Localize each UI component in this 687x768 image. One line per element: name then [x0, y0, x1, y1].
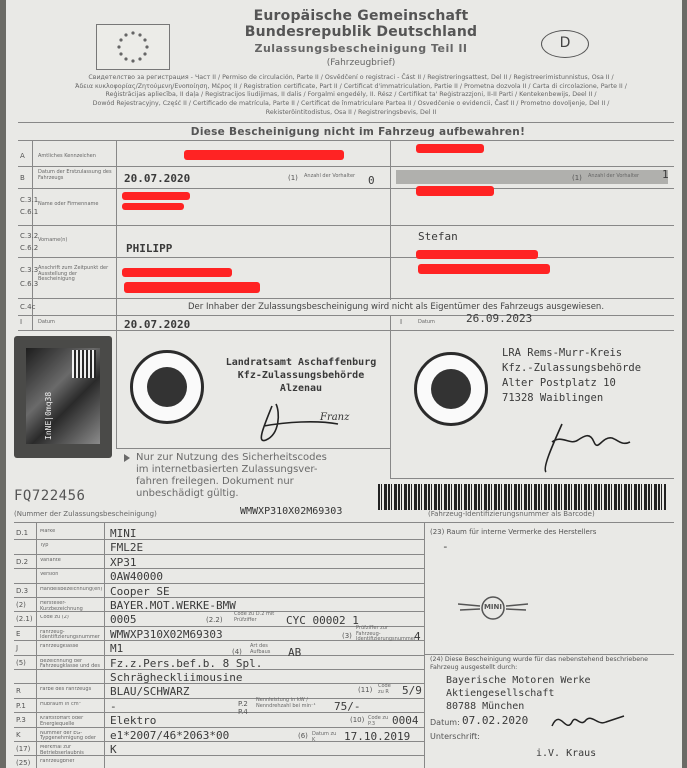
vehicle-row-value: WMWXP310X02M69303 — [110, 627, 223, 641]
code-P2: P.2 P.4 — [238, 700, 248, 716]
code-I-right: I — [400, 318, 403, 326]
pointer-icon — [124, 454, 130, 462]
vehicle-row-code: D.1 — [16, 529, 29, 537]
vehicle-row-code: D.3 — [16, 586, 29, 595]
vehicle-row-label: Variante — [40, 557, 61, 563]
code-C32: C.3.2 — [20, 232, 39, 240]
row-divider — [14, 568, 424, 569]
vehicle-row-code: (2.1) — [16, 615, 33, 624]
vehicle-row-value: BLAU/SCHWARZ — [110, 685, 190, 699]
label-name: Name oder Firmenname — [38, 201, 99, 207]
vehicle-row-value: FML2E — [110, 541, 144, 555]
label-10: Code zu P.3 — [368, 715, 389, 727]
marker-1: (1) — [288, 174, 298, 182]
mini-logo-icon — [458, 596, 528, 620]
manufacturer-notes-value: - — [442, 540, 449, 553]
first-name-left: PHILIPP — [126, 242, 173, 255]
label-address: Anschrift zum Zeitpunkt der Ausstellung der Bescheinigung — [38, 265, 109, 282]
vehicle-row-value: Schrägheckliimousine — [110, 671, 243, 684]
row-divider — [14, 583, 424, 584]
vehicle-row-label: Nummer der EG-Typgenehmigung oder — [40, 730, 96, 742]
label-date: Datum — [38, 319, 55, 325]
header-subtitle: (Fahrzeugbrief) — [326, 58, 396, 68]
code-C33: C.3.3 — [20, 266, 39, 274]
vehicle-row-code: (17) — [16, 745, 31, 753]
signer-name-left: Franz — [320, 412, 350, 423]
vehicle-row-code: P.3 — [16, 716, 26, 725]
code-2-2: (2.2) — [206, 616, 223, 624]
vin-barcode — [378, 484, 666, 510]
manufacturer-signer: i.V. Kraus — [536, 748, 597, 759]
label-first-registration: Datum der Erstzulassung des Fahrzeugs — [38, 169, 112, 181]
header-title: Europäische Gemeinschaft — [253, 8, 469, 24]
vin-barcode-text: WMWXP310X02M69303 — [240, 506, 343, 517]
code-10: (10) — [350, 716, 365, 724]
manufacturer-issue-date: 07.02.2020 — [462, 714, 529, 727]
redaction-mark — [122, 203, 184, 210]
redaction-mark — [416, 250, 538, 259]
hologram-code: InNE|0mq38 — [44, 391, 53, 440]
vehicle-row-value: K — [110, 743, 117, 756]
code-C31: C.3.1 — [20, 196, 39, 204]
vehicle-row-label: Typ — [40, 543, 49, 549]
power-value: 75/- — [334, 700, 361, 713]
marker-1-right: (1) — [572, 174, 582, 182]
signature-right — [532, 412, 642, 474]
vehicle-row-label: Fahrzeugbrief — [40, 759, 75, 765]
mini-logo-text: MINI — [483, 603, 503, 611]
vehicle-row-code: R — [16, 687, 21, 696]
storage-warning: Diese Bescheinigung nicht im Fahrzeug aufbewahren! — [190, 126, 526, 138]
redaction-mark — [122, 192, 190, 200]
vehicle-row-value: XP31 — [110, 555, 137, 569]
issue-date-right: 26.09.2023 — [466, 312, 533, 325]
label-previous-owners: Anzahl der Vorhalter — [304, 173, 356, 179]
vehicle-row-code: (5) — [16, 658, 26, 667]
issued-by-label: (24) Diese Bescheinigung wurde für das nebenstehend beschriebene Fahrzeug ausgestellt durch: — [430, 656, 649, 671]
row-divider — [14, 539, 424, 540]
vehicle-row-label: Hubraum in cm³ — [40, 701, 81, 707]
code-C61: C.6.1 — [20, 208, 39, 216]
label-first-name: Vorname(n) — [38, 237, 68, 243]
approval-date-value: 17.10.2019 — [344, 730, 411, 743]
row-divider — [14, 597, 424, 598]
code-A: A — [20, 152, 25, 160]
color-code-value: 5/9 — [402, 684, 422, 697]
vehicle-row-code: D.2 — [16, 557, 29, 566]
vehicle-row-label: Hersteller-Kurzbezeichnung — [40, 601, 83, 612]
label-4: Art des Aufbaus — [250, 643, 271, 655]
vehicle-row-code: P.1 — [16, 701, 26, 710]
vehicle-row-label: Fahrzeug-Identifizierungsnummer — [40, 629, 100, 641]
document-number-label: (Nummer der Zulassungsbescheinigung) — [14, 510, 157, 518]
redaction-mark — [418, 264, 550, 274]
vehicle-row-code: K — [16, 730, 21, 739]
row-divider — [14, 655, 424, 656]
label-3: Prüfziffer zur Fahrzeug-Identifizierungsnummer — [356, 625, 416, 642]
redaction-mark — [184, 150, 344, 160]
first-registration-date: 20.07.2020 — [124, 172, 191, 185]
security-hologram — [14, 336, 112, 458]
rems-murr-seal-icon — [414, 352, 488, 426]
multilingual-titles: Свидетелство за регистрация - Част II / Permiso de circulación, Parte II / Osvědčení o registraci - Část II / Registreringsattest, Del II / Registreerimistunnistus, Osa II / Άδεια κυκλοφορίας/Ζητούμενη/Ενοποίηση, Μέρος II / Registration certificate, Part II / Certificat d'immatriculation, Partie II / Prometna dozvola II / Carta di circolazione, Parte II / Reģistrācijas apliecība, II daļa / Registracijos liudijimas, II dalis / Forgalmi engedély, II. Rész / Certifikat ta' Reġistrazzjoni, II-II Parti / Kentekenbewijs, Deel II / Dowód Rejestracyjny, Część II / Certificado de matrícula, Parte II / Certificat de înmatriculare Partea II / Osvedčenie o evidencii, Časť II / Prometno dovoljenje, Del II / Rekisteröintitodistus, Osa II / Registreringsbevis, Del II — [75, 74, 627, 116]
vehicle-row-value: Elektro — [110, 714, 157, 728]
label-6: Datum zu K — [312, 731, 337, 743]
issuing-authority-right: LRA Rems-Murr-Kreis Kfz.-Zulassungsbehörde Alter Postplatz 10 71328 Waiblingen — [502, 347, 642, 404]
vehicle-row-label: Handelsbezeichnung(en) — [40, 586, 102, 592]
code-C4c: C.4c — [20, 303, 36, 311]
label-2-2: Code zu D.2 mit Prüfziffer — [234, 611, 275, 623]
header-country-name: Bundesrepublik Deutschland — [244, 24, 478, 40]
issuing-authority-left: Landratsamt Aschaffenburg Kfz-Zulassungsbehörde Alzenau — [225, 357, 377, 394]
vehicle-row-value: 0AW40000 — [110, 570, 163, 584]
code-6: (6) — [298, 732, 308, 740]
label-date-right: Datum — [418, 319, 435, 325]
vehicle-row-label: Marke — [40, 529, 56, 534]
code-2-2-value: CYC 00002 1 — [286, 614, 359, 627]
row-divider — [14, 712, 424, 713]
manufacturer-issuer: Bayerische Motoren Werke Aktiengesellschaft 80788 München — [446, 675, 591, 712]
vehicle-row-code: J — [16, 644, 19, 653]
owner-disclaimer: Der Inhaber der Zulassungsbescheinigung wird nicht als Eigentümer des Fahrzeugs ausgewiesen. — [187, 302, 605, 312]
document-number: FQ722456 — [14, 488, 86, 504]
label-P2: Nennleistung in kW / Nenndrehzahl bei min⁻¹ — [256, 697, 316, 709]
code-I: I — [20, 318, 23, 326]
code-C63: C.6.3 — [20, 280, 39, 288]
redaction-mark — [416, 186, 494, 196]
previous-owners-left: 0 — [368, 174, 375, 187]
first-name-right: Stefan — [418, 230, 458, 243]
label-11: Code zu R — [378, 683, 391, 695]
vehicle-row-label: Farbe des Fahrzeugs — [40, 687, 92, 693]
country-code: D — [541, 30, 589, 58]
manufacturer-notes-label: (23) Raum für interne Vermerke des Herstellers — [430, 528, 597, 536]
code-B: B — [20, 174, 25, 182]
previous-owners-right: 1 — [662, 168, 669, 181]
vehicle-row-code: (25) — [16, 759, 31, 768]
issue-date-left: 20.07.2020 — [124, 318, 191, 331]
fuel-code-value: 0004 — [392, 714, 419, 727]
vehicle-row-value: MINI — [110, 527, 137, 540]
vehicle-row-code: E — [16, 629, 21, 638]
vehicle-row-label: Bezeichnung der Fahrzeugklasse und des — [40, 658, 100, 670]
eu-flag-icon — [96, 24, 170, 70]
vehicle-row-value: Fz.z.Pers.bef.b. 8 Spl. — [110, 656, 263, 670]
vehicle-row-label: Kraftstoffart oder Energiequelle — [40, 716, 84, 727]
vehicle-row-value: Cooper SE — [110, 584, 170, 598]
label-registration-number: Amtliches Kennzeichen — [38, 153, 96, 159]
registration-certificate — [6, 0, 682, 768]
vehicle-row-value: BAYER.MOT.WERKE-BMW — [110, 599, 236, 612]
signature-label: Unterschrift: — [430, 732, 480, 741]
body-type-value: AB — [288, 646, 302, 659]
vehicle-row-value: - — [110, 699, 117, 713]
label-previous-owners-right: Anzahl der Vorhalter — [588, 173, 640, 179]
issue-date-label: Datum: — [430, 718, 460, 727]
check-digit-value: 4 — [414, 630, 421, 643]
vehicle-row-label: Fahrzeugklasse — [40, 644, 79, 650]
code-C62: C.6.2 — [20, 244, 39, 252]
bavaria-seal-icon — [130, 350, 204, 424]
vehicle-row-value: M1 — [110, 642, 124, 656]
vehicle-row-value: 0005 — [110, 613, 137, 627]
vehicle-row-label: Version — [40, 572, 59, 578]
code-11: (11) — [358, 686, 373, 694]
redaction-mark — [416, 144, 484, 153]
barcode-label: (Fahrzeug-Identifizierungsnummer als Barcode) — [428, 510, 595, 518]
security-code-note: Nur zur Nutzung des Sicherheitscodes im internetbasierten Zulassungsver- fahren freilegen. Dokument nur unbeschädigt gültig. — [124, 452, 327, 500]
vehicle-row-label: Code zu (2) — [40, 615, 69, 621]
code-3: (3) — [342, 632, 352, 640]
redaction-mark — [124, 282, 260, 293]
signature-manufacturer — [546, 704, 626, 736]
header-document-title: Zulassungsbescheinigung Teil II — [254, 42, 468, 55]
vehicle-row-code: (2) — [16, 601, 26, 609]
redaction-mark — [122, 268, 232, 277]
vehicle-row-value: e1*2007/46*2063*00 — [110, 728, 230, 742]
row-divider — [14, 698, 424, 699]
row-divider — [14, 554, 424, 555]
qr-code-icon — [72, 350, 96, 378]
vehicle-row-label: Merkmal zur Betriebserlaubnis — [40, 745, 84, 756]
code-4: (4) — [232, 648, 242, 656]
